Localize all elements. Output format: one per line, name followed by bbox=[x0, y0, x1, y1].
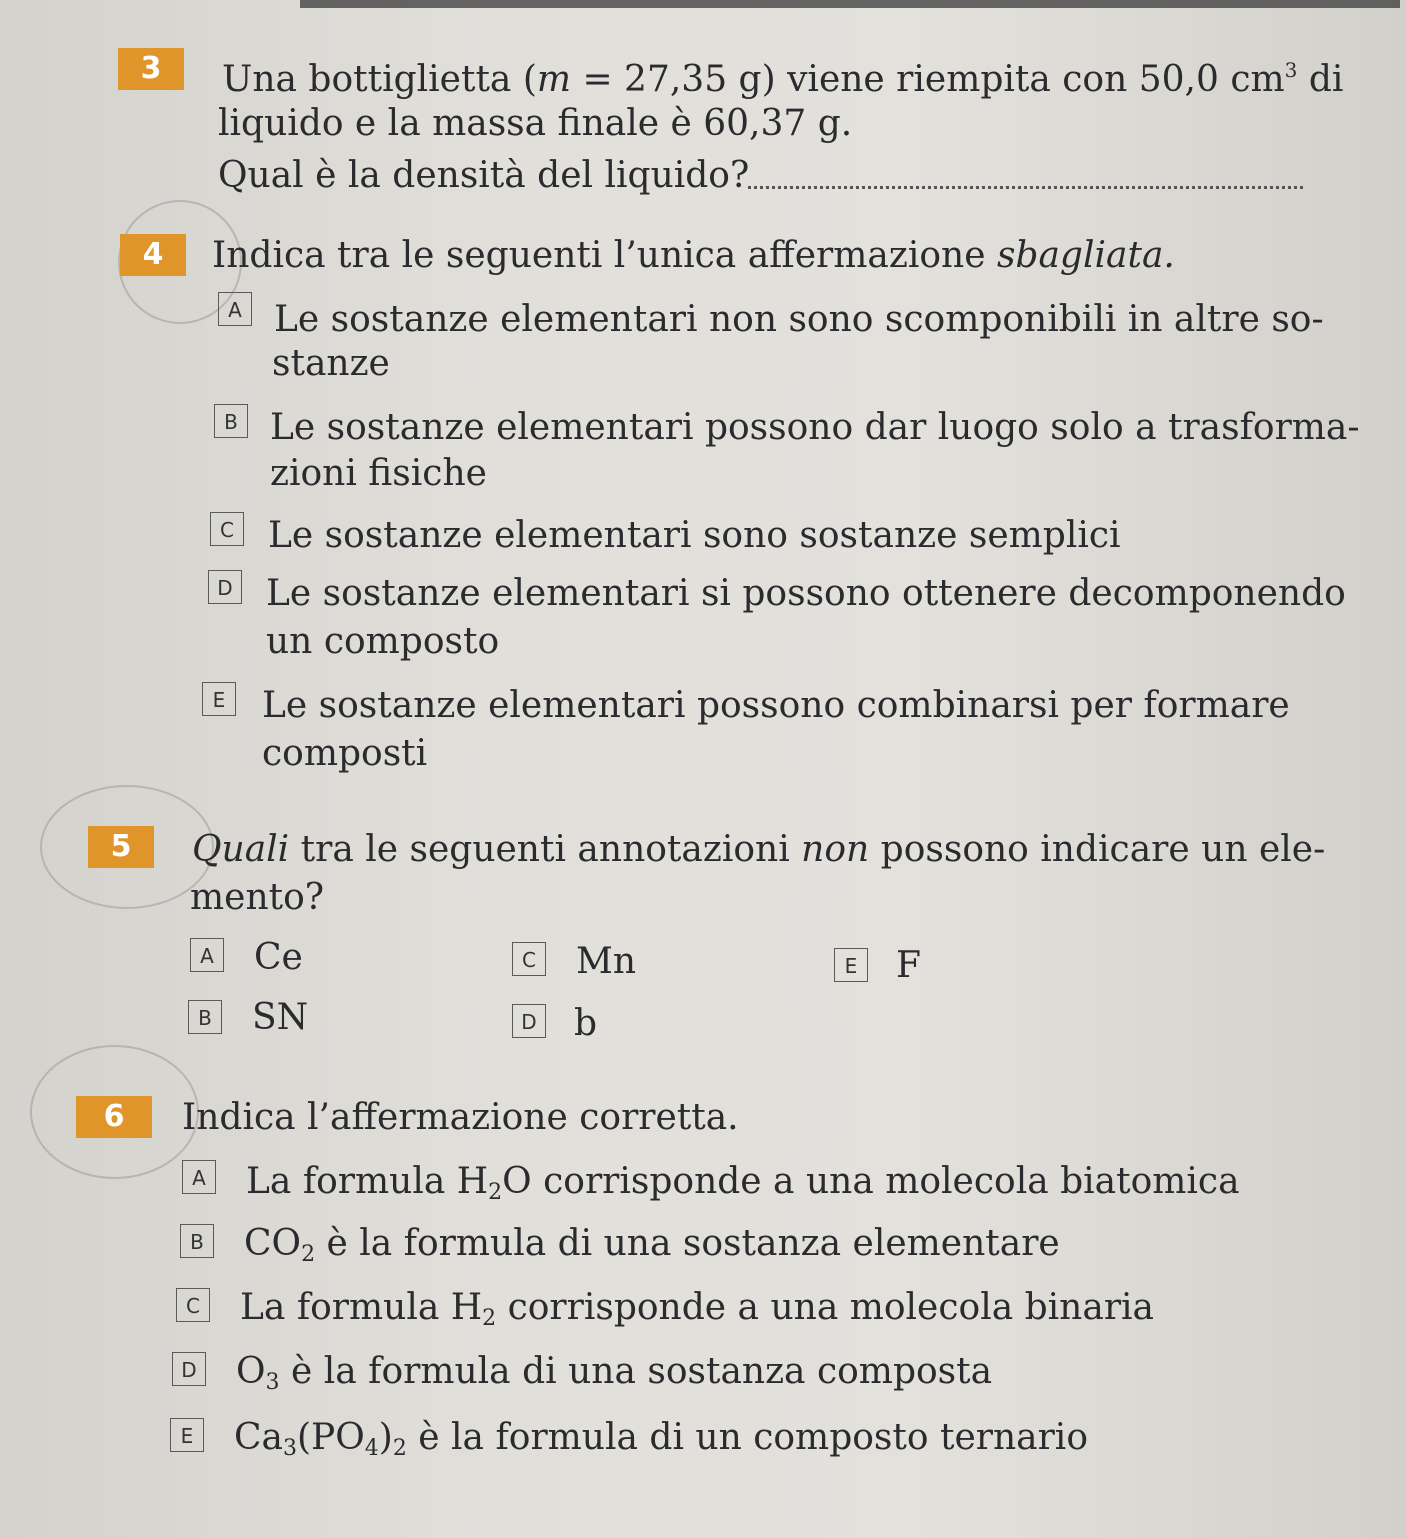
option-D-text-cont: un composto bbox=[266, 621, 500, 662]
text-segment: è la formula di un composto ternario bbox=[406, 1417, 1088, 1458]
option-B-text bbox=[244, 1220, 1060, 1279]
text-segment: La formula H bbox=[246, 1161, 489, 1202]
subscript: 2 bbox=[392, 1436, 407, 1461]
option-A-box[interactable]: A bbox=[218, 292, 252, 326]
option-B-box[interactable]: B bbox=[214, 404, 248, 438]
option-B-text: Le sostanze elementari possono dar luogo solo a trasforma- bbox=[270, 407, 1360, 448]
option-E-box[interactable]: E bbox=[202, 682, 236, 716]
emphasis: Quali bbox=[192, 829, 290, 870]
option-A-text bbox=[246, 1158, 1240, 1217]
question-prompt bbox=[212, 232, 1175, 280]
text-segment: (PO bbox=[297, 1417, 365, 1458]
text-segment: Indica tra le seguenti l’unica affermazione bbox=[212, 235, 997, 276]
option-C-text: Le sostanze elementari sono sostanze semplici bbox=[268, 515, 1121, 556]
text-segment: di bbox=[1297, 59, 1344, 100]
subscript: 3 bbox=[265, 1370, 280, 1395]
option-B-box[interactable]: B bbox=[188, 1000, 222, 1034]
subscript: 3 bbox=[283, 1436, 298, 1461]
option-E-text: F bbox=[896, 945, 921, 986]
option-A-text: Ce bbox=[254, 937, 303, 978]
text-segment: ) bbox=[378, 1417, 393, 1458]
question-text-line: liquido e la massa finale è 60,37 g. bbox=[218, 103, 853, 144]
option-C-text: Mn bbox=[576, 941, 637, 982]
subscript: 2 bbox=[482, 1306, 497, 1331]
variable-m: m bbox=[536, 59, 571, 100]
question-prompt: Indica l’affermazione corretta. bbox=[182, 1097, 739, 1138]
option-A-text: Le sostanze elementari non sono scomponibili in altre so- bbox=[274, 299, 1324, 340]
text-segment: possono indicare un ele- bbox=[869, 829, 1326, 870]
subscript: 2 bbox=[301, 1242, 316, 1267]
superscript: 3 bbox=[1284, 58, 1298, 82]
question-text-line: Qual è la densità del liquido? bbox=[218, 155, 750, 196]
option-A-box[interactable]: A bbox=[182, 1160, 216, 1194]
question-prompt-cont: mento? bbox=[190, 877, 325, 918]
option-A-text-cont: stanze bbox=[272, 343, 390, 384]
text-segment: è la formula di una sostanza composta bbox=[279, 1351, 993, 1392]
subscript: 2 bbox=[488, 1180, 503, 1205]
question-prompt bbox=[192, 826, 1325, 874]
question-number-badge: 3 bbox=[118, 48, 184, 90]
emphasis: non bbox=[801, 829, 870, 870]
option-D-text: Le sostanze elementari si possono ottenere decomponendo bbox=[266, 573, 1346, 614]
option-D-box[interactable]: D bbox=[512, 1004, 546, 1038]
emphasis: sbagliata. bbox=[996, 235, 1175, 276]
option-E-box[interactable]: E bbox=[834, 948, 868, 982]
option-C-box[interactable]: C bbox=[210, 512, 244, 546]
option-C-box[interactable]: C bbox=[512, 942, 546, 976]
option-B-text-cont: zioni fisiche bbox=[270, 453, 487, 494]
option-D-box[interactable]: D bbox=[172, 1352, 206, 1386]
option-D-box[interactable]: D bbox=[208, 570, 242, 604]
option-E-text: Le sostanze elementari possono combinarsi per formare bbox=[262, 685, 1290, 726]
text-segment: corrisponde a una molecola binaria bbox=[496, 1287, 1154, 1328]
question-number-badge: 5 bbox=[88, 826, 154, 868]
subscript: 4 bbox=[364, 1436, 379, 1461]
option-D-text: b bbox=[574, 1003, 598, 1044]
text-segment: Ca bbox=[234, 1417, 284, 1458]
text-segment: = 27,35 g) viene riempita con 50,0 cm bbox=[571, 59, 1285, 100]
option-D-text bbox=[236, 1348, 992, 1407]
option-C-text bbox=[240, 1284, 1154, 1343]
option-B-text: SN bbox=[252, 997, 309, 1038]
text-segment: O corrisponde a una molecola biatomica bbox=[502, 1161, 1240, 1202]
answer-blank-line[interactable] bbox=[748, 186, 1303, 189]
option-E-text-cont: composti bbox=[262, 733, 428, 774]
text-segment: O bbox=[236, 1351, 266, 1392]
question-text-line bbox=[222, 46, 1343, 104]
text-segment: è la formula di una sostanza elementare bbox=[315, 1223, 1060, 1264]
question-number-badge: 4 bbox=[120, 234, 186, 276]
text-segment: Una bottiglietta ( bbox=[222, 59, 537, 100]
option-C-box[interactable]: C bbox=[176, 1288, 210, 1322]
question-number-badge: 6 bbox=[76, 1096, 152, 1138]
option-A-box[interactable]: A bbox=[190, 938, 224, 972]
text-segment: La formula H bbox=[240, 1287, 483, 1328]
option-E-box[interactable]: E bbox=[170, 1418, 204, 1452]
page-edge-shadow bbox=[300, 0, 1400, 8]
option-B-box[interactable]: B bbox=[180, 1224, 214, 1258]
text-segment: CO bbox=[244, 1223, 302, 1264]
text-segment: tra le seguenti annotazioni bbox=[289, 829, 802, 870]
option-E-text bbox=[234, 1414, 1088, 1473]
